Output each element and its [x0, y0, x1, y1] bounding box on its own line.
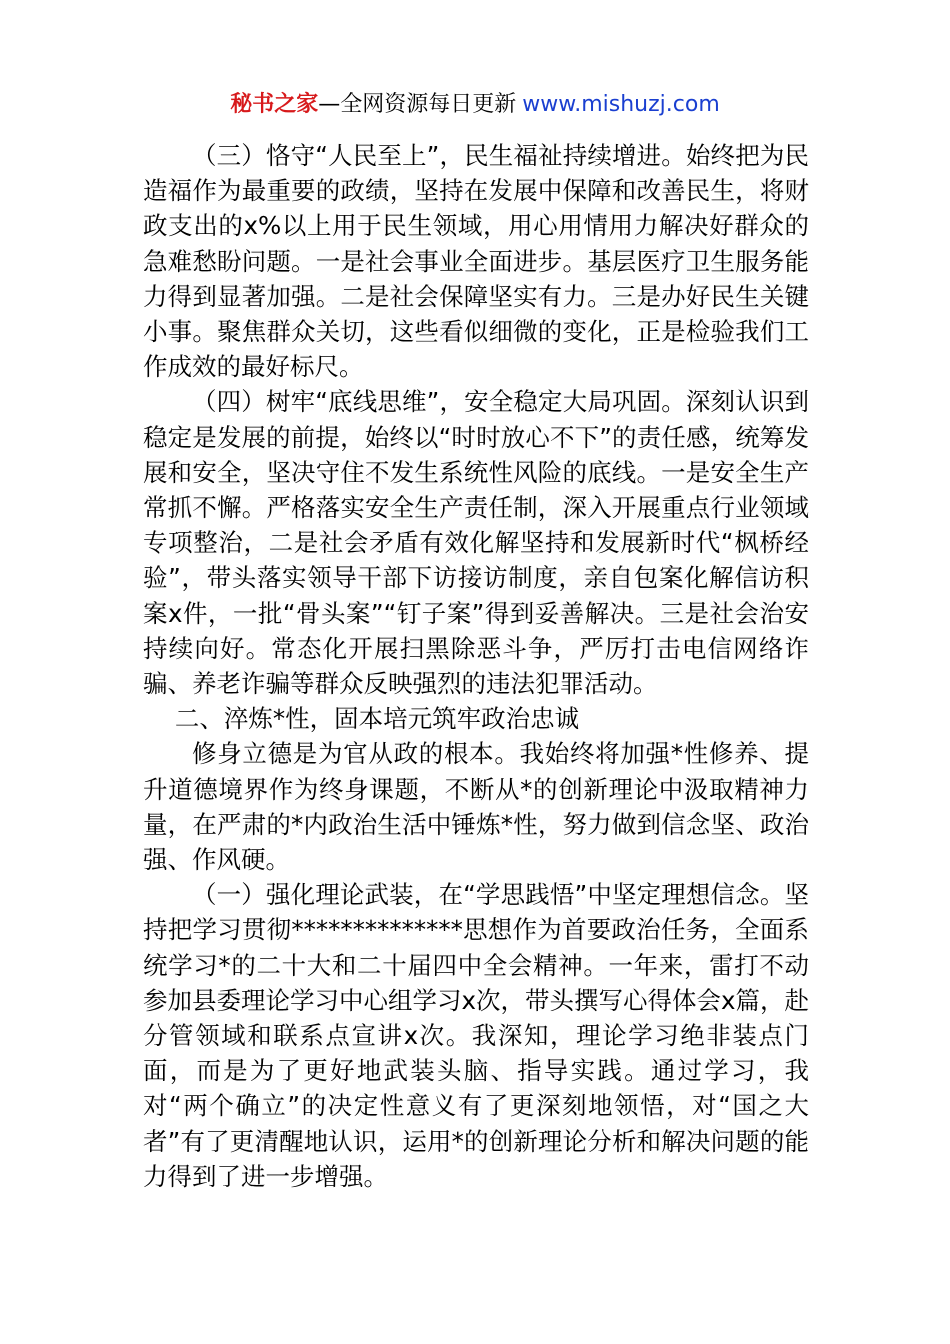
document-body — [143, 138, 809, 1194]
site-brand: 秘书之家 — [230, 92, 319, 117]
paragraph-subsection-1: （一）强化理论武装，在“学思践悟”中坚定理想信念。坚持把学习贯彻**************思想作为首要政治任务，全面系统学习*的二十大和二十届四中全会精神。一年来，雷打不动参加县委理论学习中心组学习x次，带头撰写心得体会x篇，赴分管领域和联系点宣讲x次。我深知，理论学习绝非装点门面，而是为了更好地武装头脑、指导实践。通过学习，我对“两个确立”的决定性意义有了更深刻地领悟，对“国之大者”有了更清醒地认识，运用*的创新理论分析和解决问题的能力得到了进一步增强。 — [143, 880, 809, 1191]
site-header — [0, 88, 950, 122]
site-tagline: 全网资源每日更新 — [340, 92, 517, 117]
site-url-link[interactable]: www.mishuzj.com — [522, 92, 720, 117]
paragraph-section-3: （三）恪守“人民至上”，民生福祉持续增进。始终把为民造福作为最重要的政绩，坚持在发展中保障和改善民生，将财政支出的x%以上用于民生领域，用心用情用力解决好群众的急难愁盼问题。一是社会事业全面进步。基层医疗卫生服务能力得到显著加强。二是社会保障坚实有力。三是办好民生关键小事。聚焦群众关切，这些看似细微的变化，正是检验我们工作成效的最好标尺。 — [143, 141, 809, 382]
header-dash: — — [318, 92, 341, 117]
paragraph-section-4: （四）树牢“底线思维”，安全稳定大局巩固。深刻认识到稳定是发展的前提，始终以“时时放心不下”的责任感，统筹发展和安全，坚决守住不发生系统性风险的底线。一是安全生产常抓不懈。严格落实安全生产责任制，深入开展重点行业领域专项整治，二是社会矛盾有效化解坚持和发展新时代“枫桥经验”，带头落实领导干部下访接访制度，亲自包案化解信访积案x件，一批“骨头案”“钉子案”得到妥善解决。三是社会治安持续向好。常态化开展扫黑除恶斗争，严厉打击电信网络诈骗、养老诈骗等群众反映强烈的违法犯罪活动。 — [143, 387, 809, 699]
paragraph-intro-part-2: 修身立德是为官从政的根本。我始终将加强*性修养、提升道德境界作为终身课题，不断从*的创新理论中汲取精神力量，在严肃的*内政治生活中锤炼*性，努力做到信念坚、政治强、作风硬。 — [143, 739, 809, 875]
heading-part-2: 二、淬炼*性，固本培元筑牢政治忠诚 — [174, 704, 580, 734]
